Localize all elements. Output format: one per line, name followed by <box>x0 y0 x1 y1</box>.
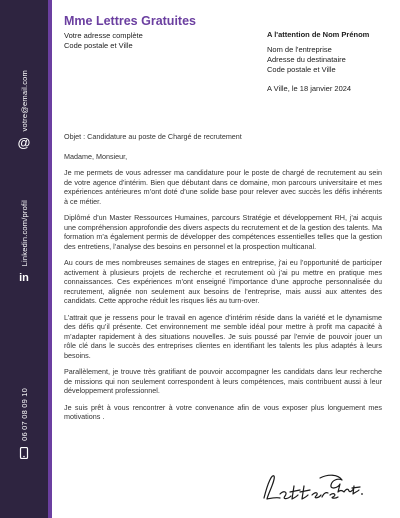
recipient-address: Adresse du destinataire <box>267 55 346 64</box>
sender-city: Code postale et Ville <box>64 41 133 50</box>
linkedin-text: Linkedin.com/profil <box>19 200 29 267</box>
letter-date: A Ville, le 18 janvier 2024 <box>267 84 352 93</box>
letter-paragraph: Au cours de mes nombreuses semaines de stages en entreprise, j’ai eu l’opportunité de participer activement à plusieurs projets de recherche et recrutement où j’ai pu mettre en pratique mes connaissances. Ces expériences m’ont enseigné l’importance d’une approche personnalisée du recrutement, alignée non seulement aux besoins de l’entreprise, mais aussi aux attentes des candidats. Cette approche réduit les risques liés au turn-over. <box>64 258 382 305</box>
recipient-company: Nom de l'entreprise <box>267 45 332 54</box>
letter-paragraph: Je me permets de vous adresser ma candidature pour le poste de chargé de recrutement au sein de votre agence d’intérim. Bien que débutant dans ce domaine, mon parcours universitaire et mes expériences antérieures m’ont doté d’une solide base pour relever avec succès les défis inhérents à ce métier. <box>64 168 382 206</box>
letter-subject: Objet : Candidature au poste de Chargé de recrutement <box>64 132 242 141</box>
sidebar <box>0 0 48 518</box>
linkedin-icon: in <box>19 272 29 285</box>
letter-paragraph: Parallèlement, je trouve très gratifiant de pouvoir accompagner les candidats dans leur recherche de missions qui non seulement correspondent à leurs compétences, mais contribuent aussi à leur développement professionnel. <box>64 367 382 395</box>
email-text: votre@email.com <box>19 70 29 132</box>
phone-icon <box>19 447 29 462</box>
letter-paragraph: Diplômé d’un Master Ressources Humaines, parcours Stratégie et développement RH, j’ai acquis une compréhension approfondie des divers aspects du recrutement et de la gestion des talents. Ma formation m’a également permis de développer des compétences essentielles telles que la gestion des entretiens, l’analyse des besoins en personnel et la prospection multicanal. <box>64 213 382 251</box>
letter-body <box>64 132 382 429</box>
sender-name: Mme Lettres Gratuites <box>64 14 196 28</box>
sidebar-phone[interactable] <box>0 388 48 462</box>
recipient-city: Code postale et Ville <box>267 65 336 74</box>
sidebar-linkedin[interactable] <box>0 200 48 284</box>
sidebar-email[interactable] <box>0 70 48 149</box>
letter-salutation: Madame, Monsieur, <box>64 151 128 161</box>
handwritten-signature <box>258 468 368 508</box>
sender-address-block <box>64 31 143 51</box>
sidebar-accent-stripe <box>48 0 52 518</box>
letter-paragraph: L’attrait que je ressens pour le travail en agence d’intérim réside dans la variété et le dynamisme des défis qu’il présente. Cet environnement me semble idéal pour mettre à profit ma capacité à m’adapter rapidement à des situations nouvelles. Je suis poussé par l’envie de pouvoir jouer un rôle clé dans le succès des entreprises clientes en identifiant les talents les plus adaptés à leurs besoins. <box>64 312 382 360</box>
recipient-block <box>267 30 369 75</box>
at-icon: @ <box>17 135 31 151</box>
phone-text: 06 07 08 09 10 <box>19 388 29 441</box>
letter-paragraph: Je suis prêt à vous rencontrer à votre convenance afin de vous exposer plus longuement mes motivations . <box>64 402 382 421</box>
sender-address: Votre adresse complète <box>64 31 143 40</box>
recipient-attention: A l'attention de Nom Prénom <box>267 30 370 39</box>
